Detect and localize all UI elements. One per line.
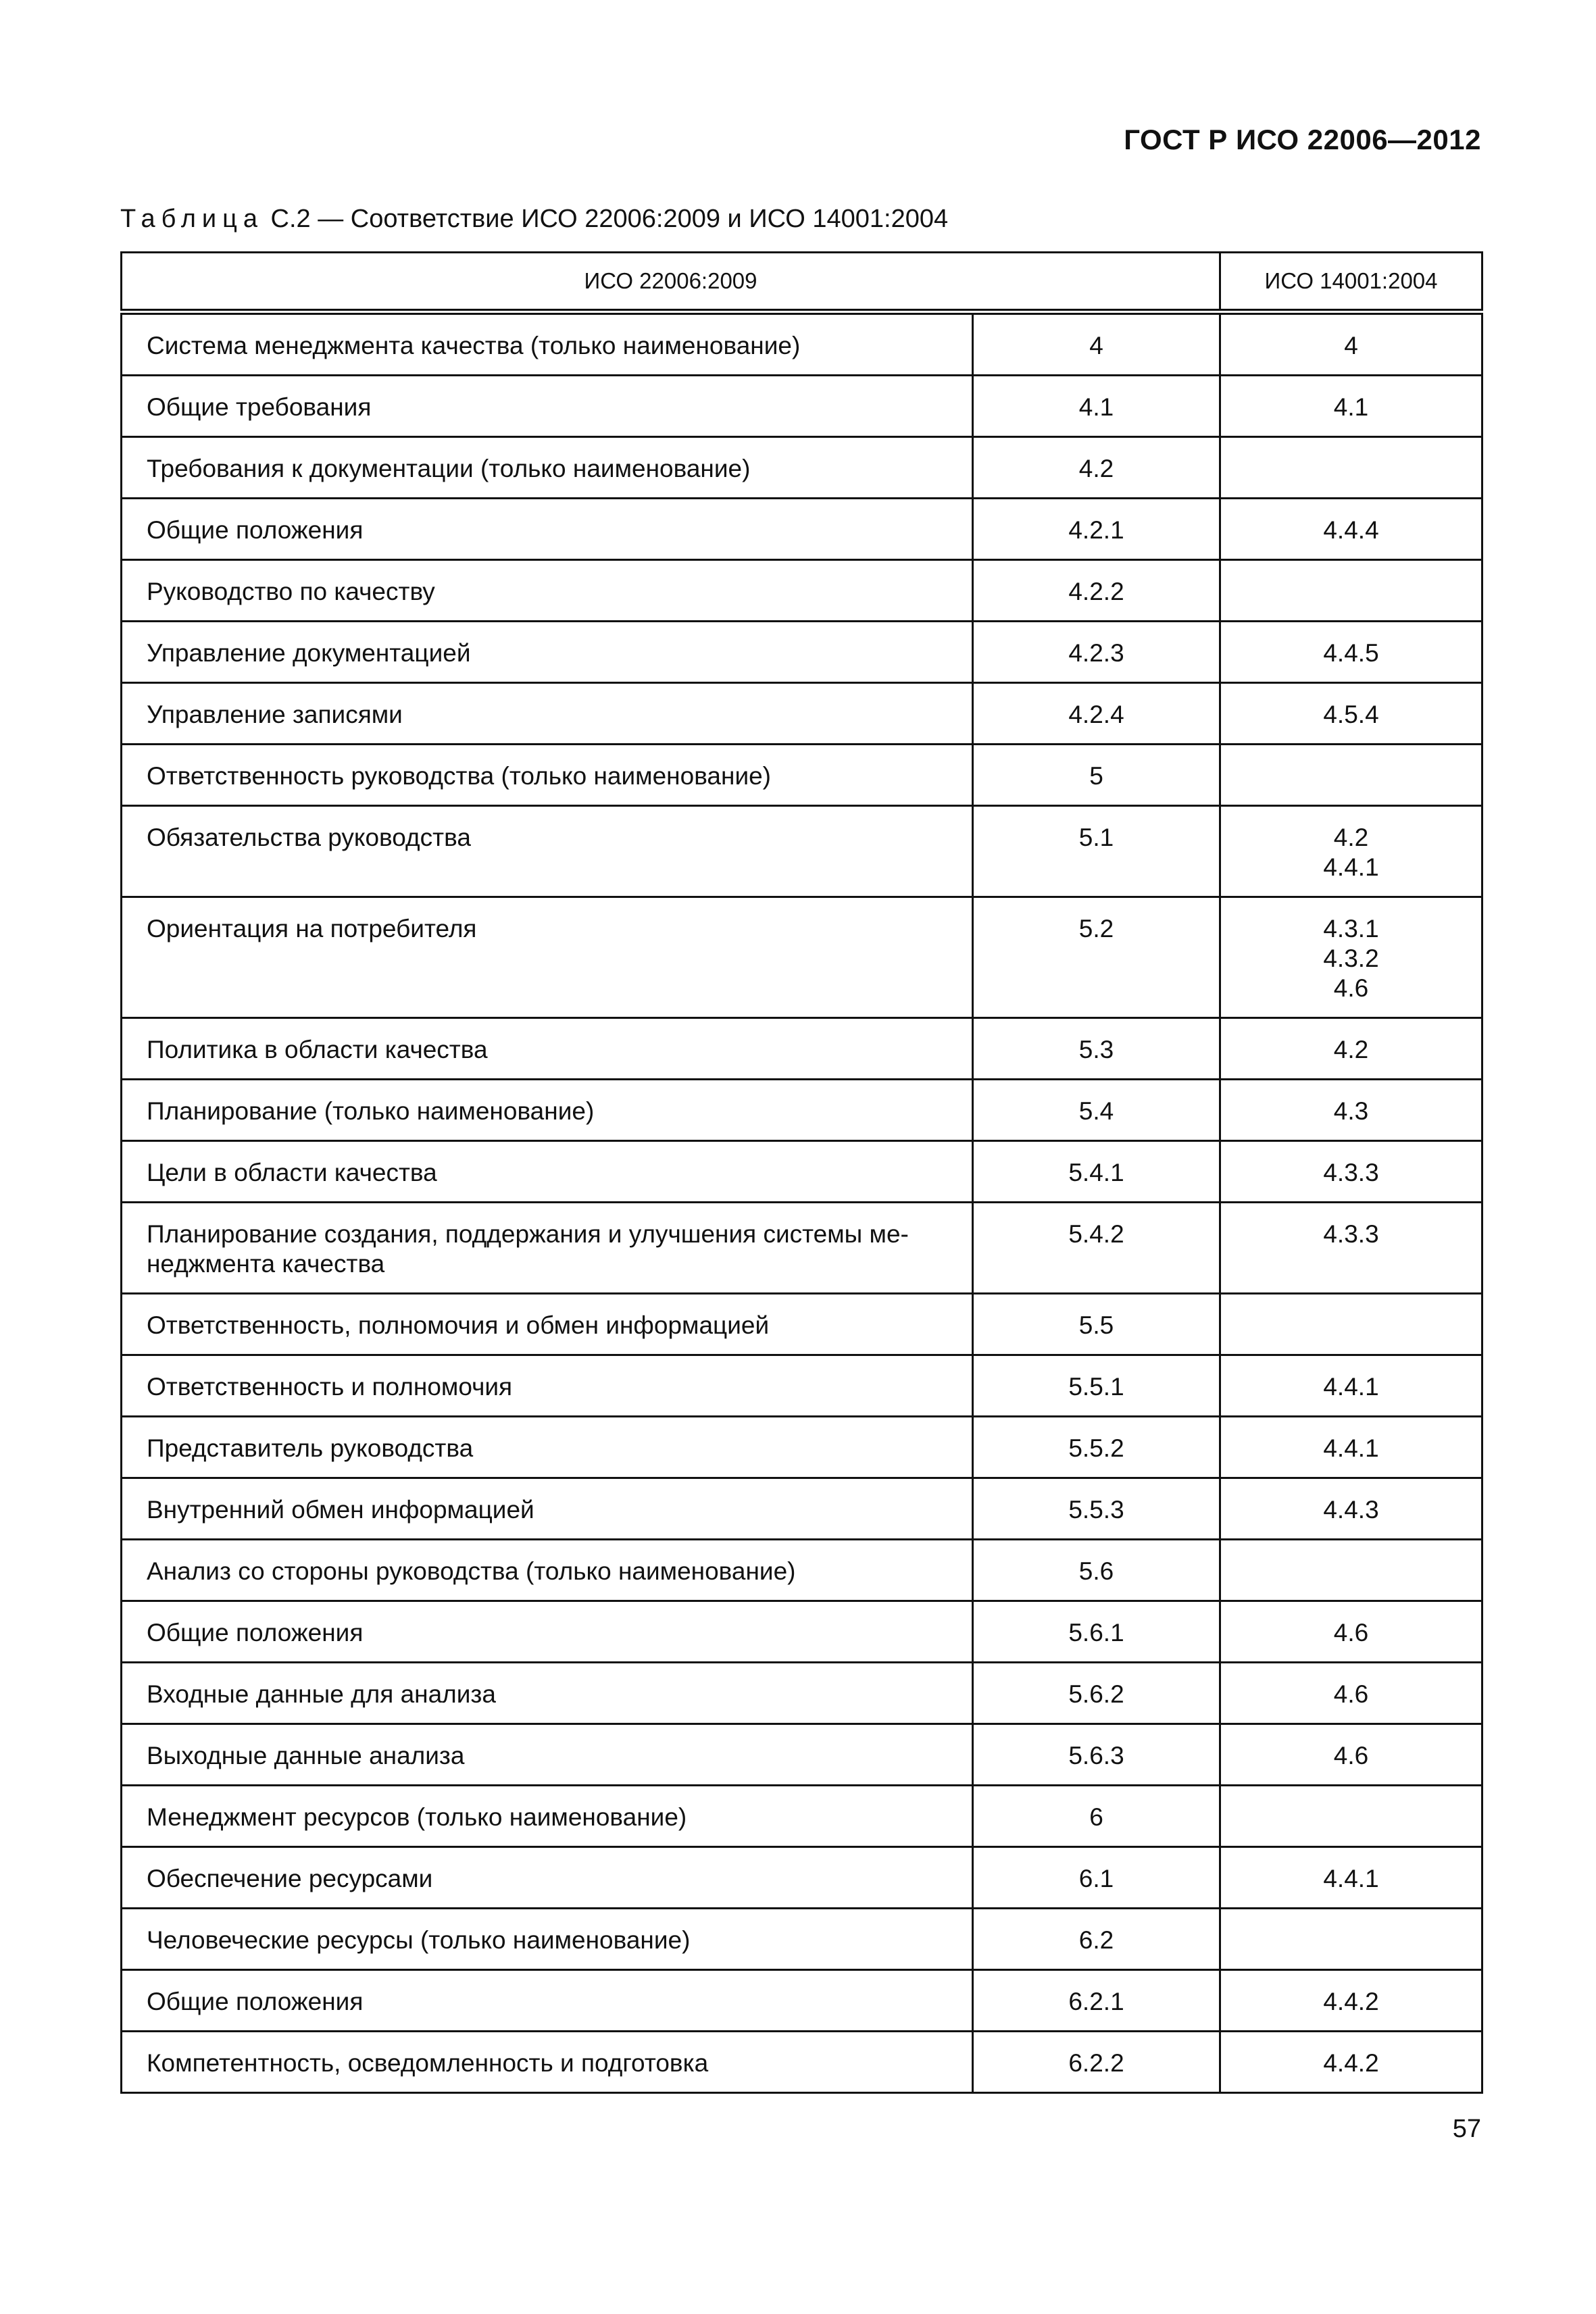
table-row [122,1724,1482,1786]
iso22006-clause-cell: 5.3 [973,1018,1220,1080]
iso14001-clause-cell: 4.6 [1220,1663,1482,1724]
iso22006-clause-cell: 6.2 [973,1909,1220,1970]
iso14001-clause-cell: 4.4.5 [1220,622,1482,683]
table-row [122,1141,1482,1203]
iso22006-clause-cell: 5.4 [973,1080,1220,1141]
iso14001-clause-cell: 4.4.1 [1220,1847,1482,1909]
table-row [122,1786,1482,1847]
table-row [122,499,1482,560]
iso22006-clause-cell: 4.2.3 [973,622,1220,683]
header-iso14001: ИСО 14001:2004 [1220,253,1482,312]
table-row [122,1203,1482,1294]
iso22006-clause-cell: 5 [973,745,1220,806]
table-caption-text: С.2 — Соответствие ИСО 22006:2009 и ИСО 14001:2004 [264,205,949,233]
iso22006-clause-cell: 5.5.2 [973,1417,1220,1478]
iso14001-clause-cell [1220,560,1482,622]
iso14001-clause-cell: 4.2 4.4.1 [1220,806,1482,897]
table-row [122,1018,1482,1080]
table-row [122,1080,1482,1141]
iso22006-clause-cell: 5.2 [973,897,1220,1018]
clause-name-cell: Общие положения [122,1970,973,2032]
correspondence-table [120,251,1483,2094]
iso14001-clause-cell: 4.6 [1220,1601,1482,1663]
iso14001-clause-cell: 4.3 [1220,1080,1482,1141]
clause-name-cell: Требования к документации (только наименование) [122,437,973,499]
iso14001-clause-cell: 4.4.3 [1220,1478,1482,1540]
iso22006-clause-cell: 6 [973,1786,1220,1847]
clause-name-cell: Обязательства руководства [122,806,973,897]
iso14001-clause-cell: 4.6 [1220,1724,1482,1786]
table-row [122,1909,1482,1970]
clause-name-cell: Цели в области качества [122,1141,973,1203]
table-row [122,437,1482,499]
table-row [122,1355,1482,1417]
iso14001-clause-cell: 4.3.1 4.3.2 4.6 [1220,897,1482,1018]
table-row [122,1663,1482,1724]
iso22006-clause-cell: 4.2.1 [973,499,1220,560]
iso14001-clause-cell [1220,745,1482,806]
header-iso22006: ИСО 22006:2009 [122,253,1220,312]
iso22006-clause-cell: 6.2.1 [973,1970,1220,2032]
iso22006-clause-cell: 6.2.2 [973,2032,1220,2093]
iso14001-clause-cell: 4.2 [1220,1018,1482,1080]
iso14001-clause-cell: 4.4.2 [1220,1970,1482,2032]
clause-name-cell: Общие положения [122,499,973,560]
iso22006-clause-cell: 6.1 [973,1847,1220,1909]
iso14001-clause-cell: 4.1 [1220,376,1482,437]
table-row [122,1417,1482,1478]
clause-name-cell: Внутренний обмен информацией [122,1478,973,1540]
iso22006-clause-cell: 5.6.1 [973,1601,1220,1663]
table-caption-label: Таблица [120,205,264,233]
clause-name-cell: Система менеджмента качества (только наименование) [122,312,973,376]
iso22006-clause-cell: 4.1 [973,376,1220,437]
iso22006-clause-cell: 5.4.2 [973,1203,1220,1294]
clause-name-cell: Планирование (только наименование) [122,1080,973,1141]
table-row [122,806,1482,897]
clause-name-cell: Компетентность, осведомленность и подготовка [122,2032,973,2093]
clause-name-cell: Руководство по качеству [122,560,973,622]
clause-name-cell: Политика в области качества [122,1018,973,1080]
iso22006-clause-cell: 5.6 [973,1540,1220,1601]
iso14001-clause-cell [1220,437,1482,499]
clause-name-cell: Обеспечение ресурсами [122,1847,973,1909]
table-row [122,376,1482,437]
table-row [122,1601,1482,1663]
clause-name-cell: Ответственность и полномочия [122,1355,973,1417]
table-header-row [122,253,1482,312]
clause-name-cell: Управление документацией [122,622,973,683]
clause-name-cell: Управление записями [122,683,973,745]
clause-name-cell: Ответственность, полномочия и обмен информацией [122,1294,973,1355]
table-body [122,312,1482,2093]
iso22006-clause-cell: 4.2.2 [973,560,1220,622]
iso14001-clause-cell [1220,1540,1482,1601]
document-header: ГОСТ Р ИСО 22006—2012 [1124,124,1481,155]
page-number: 57 [1452,2115,1481,2143]
iso14001-clause-cell: 4.4.4 [1220,499,1482,560]
clause-name-cell: Общие требования [122,376,973,437]
iso22006-clause-cell: 4.2 [973,437,1220,499]
iso22006-clause-cell: 5.5 [973,1294,1220,1355]
iso14001-clause-cell [1220,1909,1482,1970]
table-row [122,1294,1482,1355]
table-row [122,560,1482,622]
iso22006-clause-cell: 5.1 [973,806,1220,897]
iso14001-clause-cell: 4.4.2 [1220,2032,1482,2093]
table-row [122,312,1482,376]
table-row [122,897,1482,1018]
iso22006-clause-cell: 5.5.1 [973,1355,1220,1417]
iso22006-clause-cell: 5.6.3 [973,1724,1220,1786]
iso14001-clause-cell: 4 [1220,312,1482,376]
iso14001-clause-cell [1220,1294,1482,1355]
table-row [122,1478,1482,1540]
clause-name-cell: Общие положения [122,1601,973,1663]
table-row [122,1540,1482,1601]
table-row [122,683,1482,745]
iso14001-clause-cell: 4.3.3 [1220,1203,1482,1294]
iso22006-clause-cell: 4 [973,312,1220,376]
table-row [122,745,1482,806]
clause-name-cell: Ответственность руководства (только наименование) [122,745,973,806]
clause-name-cell: Представитель руководства [122,1417,973,1478]
iso22006-clause-cell: 5.4.1 [973,1141,1220,1203]
iso14001-clause-cell [1220,1786,1482,1847]
iso22006-clause-cell: 4.2.4 [973,683,1220,745]
iso14001-clause-cell: 4.4.1 [1220,1417,1482,1478]
table-row [122,2032,1482,2093]
table-row [122,622,1482,683]
table-row [122,1847,1482,1909]
clause-name-cell: Входные данные для анализа [122,1663,973,1724]
iso14001-clause-cell: 4.3.3 [1220,1141,1482,1203]
clause-name-cell: Планирование создания, поддержания и улучшения системы ме- неджмента качества [122,1203,973,1294]
iso14001-clause-cell: 4.5.4 [1220,683,1482,745]
clause-name-cell: Выходные данные анализа [122,1724,973,1786]
iso22006-clause-cell: 5.6.2 [973,1663,1220,1724]
table-row [122,1970,1482,2032]
clause-name-cell: Анализ со стороны руководства (только наименование) [122,1540,973,1601]
clause-name-cell: Менеджмент ресурсов (только наименование) [122,1786,973,1847]
iso22006-clause-cell: 5.5.3 [973,1478,1220,1540]
iso14001-clause-cell: 4.4.1 [1220,1355,1482,1417]
table-caption [120,205,948,234]
clause-name-cell: Ориентация на потребителя [122,897,973,1018]
clause-name-cell: Человеческие ресурсы (только наименование) [122,1909,973,1970]
